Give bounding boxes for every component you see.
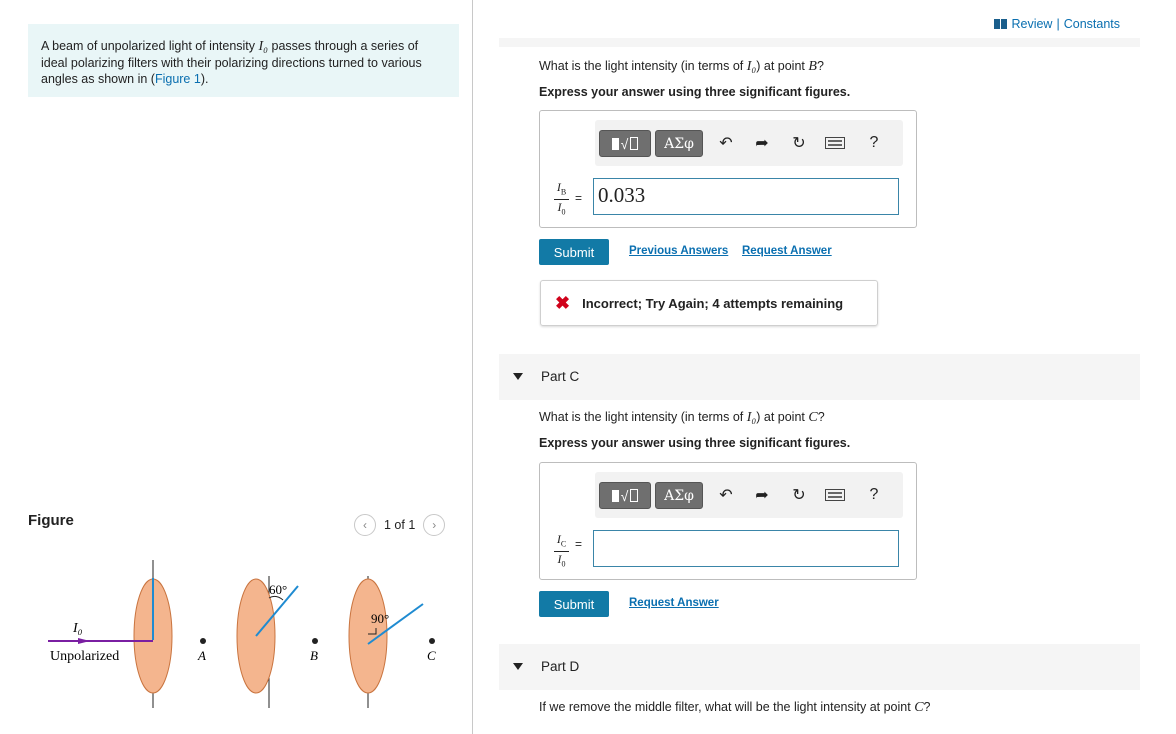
book-icon — [994, 19, 1007, 29]
help-icon[interactable]: ? — [869, 486, 879, 503]
part-d-header[interactable]: Part D — [499, 644, 1140, 690]
x-icon: ✖ — [555, 292, 571, 313]
unpolarized-label: Unpolarized — [50, 649, 120, 664]
panel-divider[interactable] — [472, 0, 473, 734]
next-figure-button[interactable]: › — [423, 514, 445, 536]
part-b-question: What is the light intensity (in terms of I₀) at point B? — [539, 59, 824, 74]
intensity-symbol: I₀ — [258, 39, 269, 54]
previous-answers-link[interactable]: Previous Answers — [629, 245, 729, 257]
point-c-dot — [429, 638, 435, 644]
figure-link[interactable]: Figure 1 — [154, 72, 201, 86]
part-b-submit-button[interactable]: Submit — [539, 239, 609, 265]
part-c-request-answer-link[interactable]: Request Answer — [629, 597, 719, 609]
feedback-message: ✖ Incorrect; Try Again; 4 attempts remaining — [540, 280, 878, 326]
collapse-triangle-icon — [513, 373, 523, 380]
templates-button[interactable]: √ — [599, 482, 651, 509]
figure-pager — [354, 514, 445, 536]
keyboard-icon[interactable] — [824, 484, 846, 506]
review-constants: Review | Constants — [994, 17, 1120, 31]
prev-figure-button[interactable]: ‹ — [354, 514, 376, 536]
reset-icon[interactable]: ↻ — [792, 135, 806, 152]
part-c-instruction: Express your answer using three significant figures. — [539, 436, 851, 450]
polarizer-figure — [40, 556, 450, 716]
part-c-answer-input[interactable] — [593, 530, 899, 567]
part-b-answer-input[interactable]: 0.033 — [593, 178, 899, 215]
greek-button[interactable]: ΑΣφ — [655, 482, 703, 509]
i0-label: I₀ — [73, 621, 83, 636]
angle-90-label: 90° — [371, 611, 390, 626]
part-c-header[interactable]: Part C — [499, 354, 1140, 400]
point-a-dot — [200, 638, 206, 644]
ib-over-i0: $I_B$ $I_0$ — [554, 181, 569, 219]
undo-icon[interactable]: ↶ — [719, 135, 733, 152]
filter3 — [349, 579, 390, 693]
point-b-label: B — [310, 648, 318, 663]
point-b-dot — [312, 638, 318, 644]
point-a-label: A — [198, 648, 206, 663]
part-b-header-strip — [499, 38, 1140, 47]
angle-60-label: 60° — [269, 582, 288, 597]
redo-icon[interactable]: ➦ — [755, 135, 769, 152]
part-b-request-answer-link[interactable]: Request Answer — [742, 245, 832, 257]
redo-icon[interactable]: ➦ — [755, 487, 769, 504]
math-toolbar — [595, 472, 903, 518]
beam-arrow — [78, 638, 90, 644]
part-c-question: What is the light intensity (in terms of I₀) at point C? — [539, 410, 825, 425]
keyboard-icon[interactable] — [824, 132, 846, 154]
ic-over-i0: $I_C$ $I_0$ — [554, 533, 569, 571]
greek-button[interactable]: ΑΣφ — [655, 130, 703, 157]
review-link[interactable]: Review — [1011, 17, 1053, 31]
part-b-instruction: Express your answer using three significant figures. — [539, 85, 851, 99]
part-c-answer-box: √ ΑΣφ ↶ ➦ ↻ ? $I_C$ $I_0$ = — [539, 462, 917, 580]
point-c-label: C — [427, 648, 436, 663]
math-toolbar — [595, 120, 903, 166]
undo-icon[interactable]: ↶ — [719, 487, 733, 504]
collapse-triangle-icon — [513, 663, 523, 670]
problem-statement: A beam of unpolarized light of intensity I₀ passes through a series of ideal polarizing filters with their polarizing directions turned to various angles as shown in (Figure 1). — [28, 24, 459, 97]
part-c-submit-button[interactable]: Submit — [539, 591, 609, 617]
constants-link[interactable]: Constants — [1063, 17, 1120, 31]
part-b-answer-box: √ ΑΣφ ↶ ➦ ↻ ? $I_B$ $I_0$ = 0.033 — [539, 110, 917, 228]
part-d-question: If we remove the middle filter, what will be the light intensity at point C? — [539, 700, 931, 715]
templates-button[interactable]: √ — [599, 130, 651, 157]
help-icon[interactable]: ? — [869, 134, 879, 151]
pager-label: 1 of 1 — [384, 518, 416, 532]
reset-icon[interactable]: ↻ — [792, 487, 806, 504]
figure-title: Figure — [28, 512, 74, 529]
